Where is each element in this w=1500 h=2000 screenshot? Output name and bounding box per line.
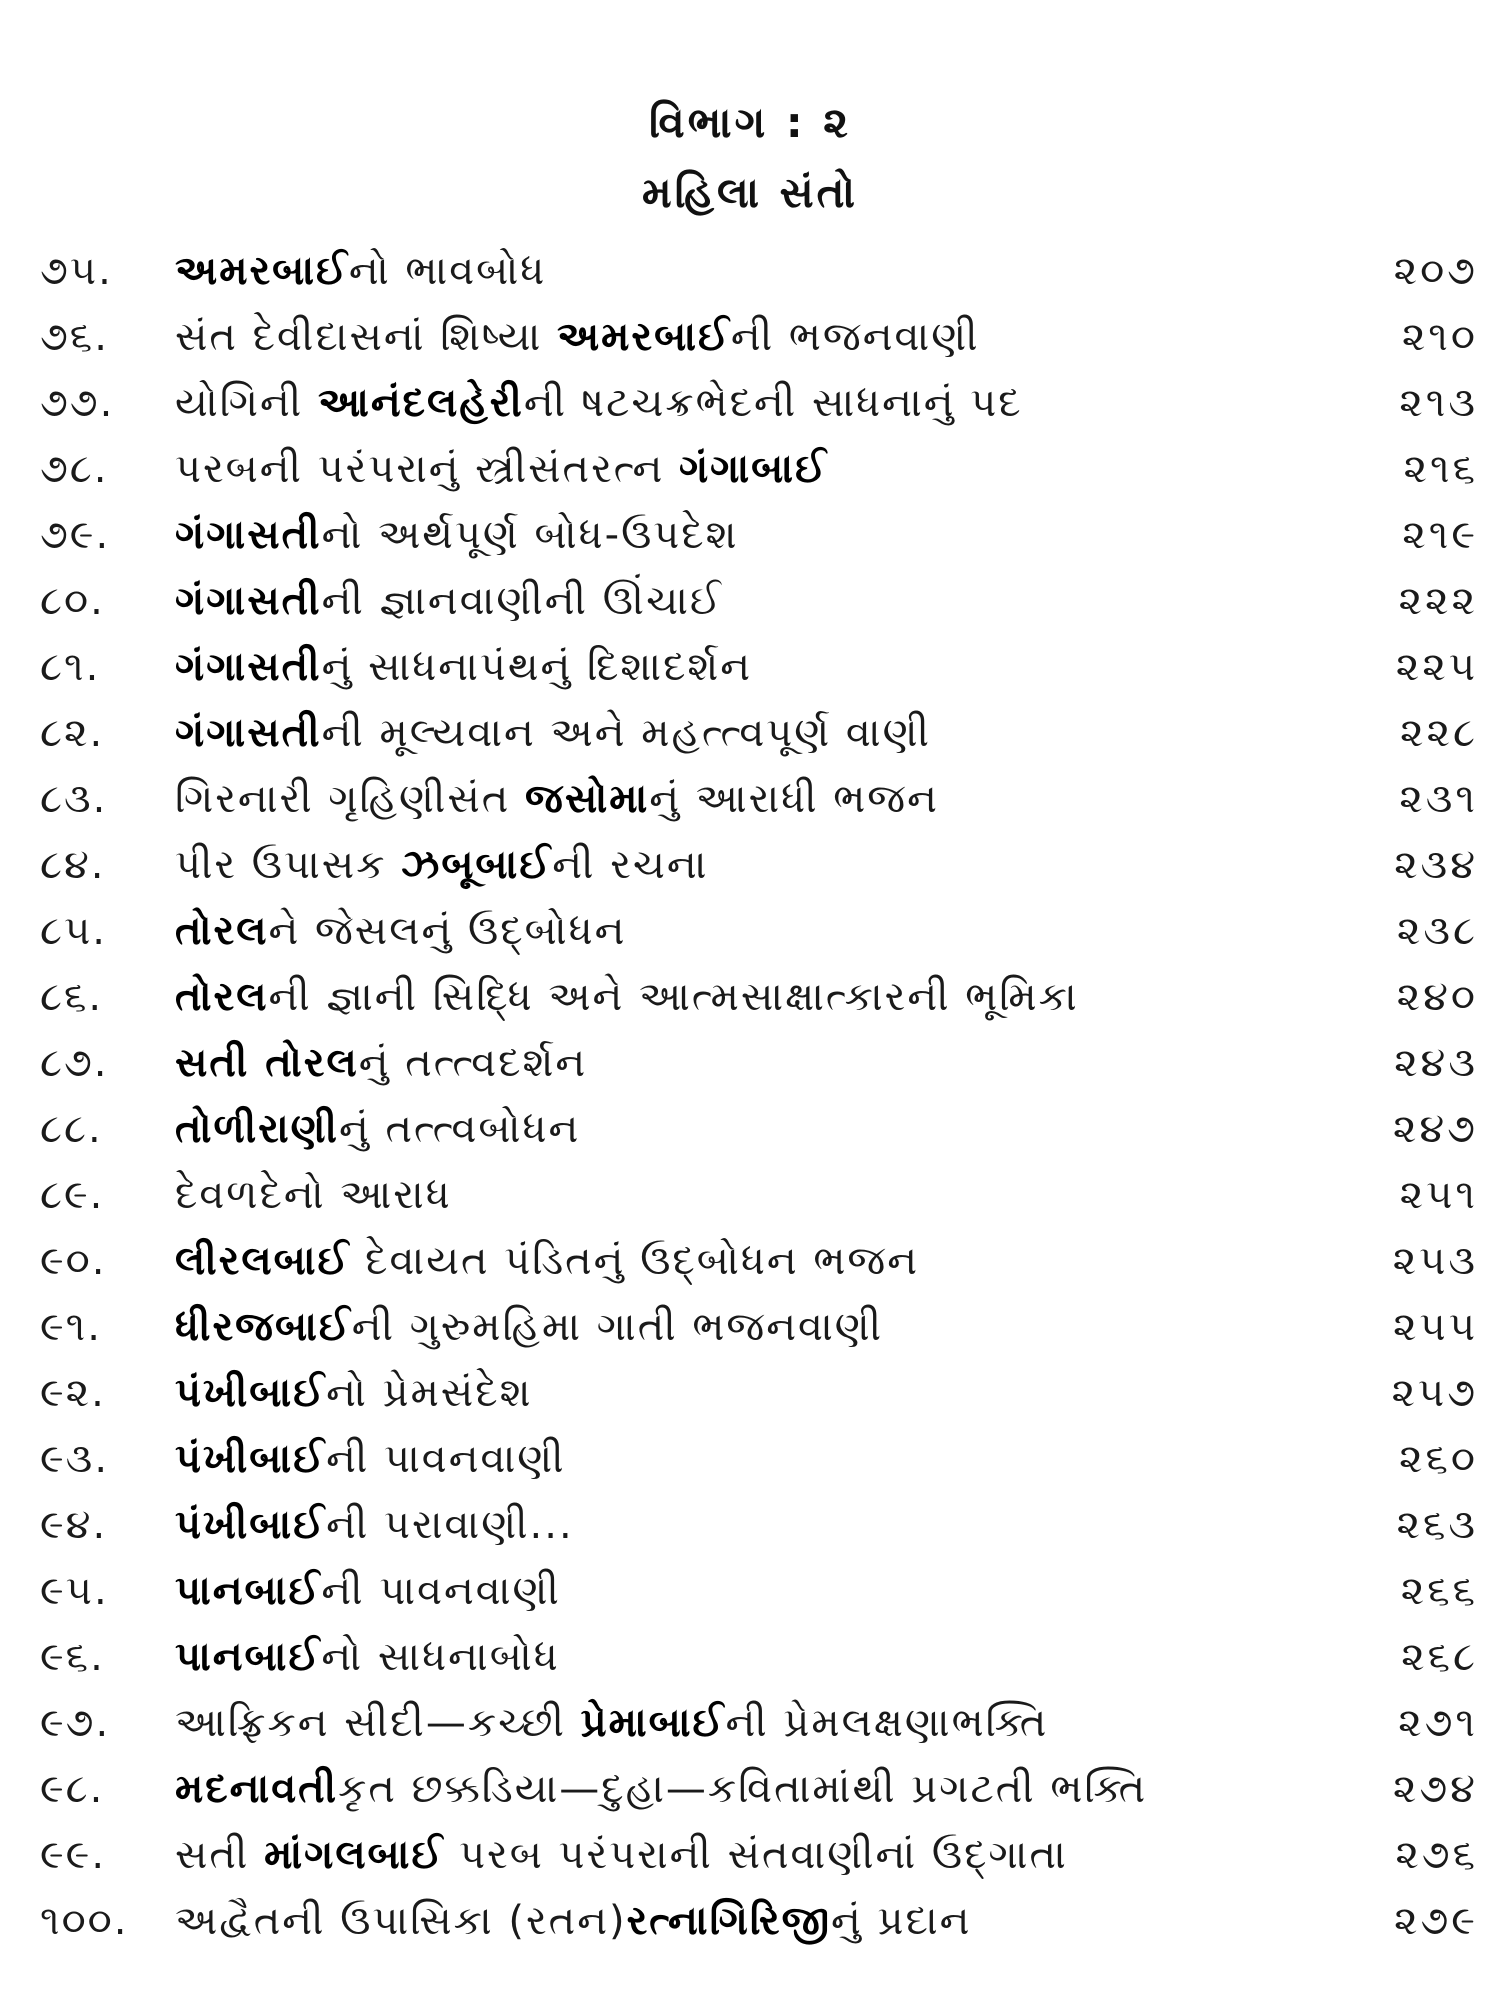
- entry-page-number: ૨૧૦: [1401, 314, 1478, 360]
- entry-page-number: ૨૫૧: [1399, 1172, 1478, 1218]
- entry-title-text: ની જ્ઞાની સિદ્ધિ અને આત્મસાક્ષાત્કારની ભૂમિકા: [268, 974, 1079, 1020]
- entry-title: [175, 1370, 532, 1416]
- entry-page-number: ૨૧૬: [1403, 446, 1478, 492]
- entry-title: [175, 842, 709, 888]
- entry-title-text: ની પાવનવાણી: [321, 1568, 561, 1614]
- entry-title-text: ની પરાવાણી...: [326, 1502, 574, 1548]
- entry-number: ૮૭.: [40, 1040, 109, 1086]
- toc-entry: [0, 842, 1500, 908]
- entry-title-text: ની ષટચક્રભેદની સાધનાનું પદ: [523, 380, 1023, 426]
- entry-title-text: નું તત્ત્વદર્શન: [358, 1040, 588, 1086]
- entry-page-number: ૨૩૪: [1394, 842, 1478, 888]
- entry-title-text: દેવળદેનો આરાધ: [175, 1172, 452, 1218]
- entry-title-bold: ગંગાબાઈ: [678, 446, 828, 492]
- entry-title-text: ગિરનારી ગૃહિણીસંત: [175, 776, 525, 822]
- entry-title-bold: તોળીરાણી: [175, 1106, 339, 1152]
- entry-title-text: નું પ્રદાન: [831, 1898, 972, 1944]
- entry-page-number: ૨૫૩: [1392, 1238, 1478, 1284]
- entry-title-text: કૃત છક્કડિયા—દુહા—કવિતામાંથી પ્રગટતી ભક્તિ: [338, 1766, 1148, 1812]
- entry-title: [175, 1040, 587, 1086]
- entry-page-number: ૨૭૯: [1394, 1898, 1478, 1944]
- entry-title: [175, 1436, 566, 1482]
- entry-title-bold: ગંગાસતી: [175, 578, 322, 624]
- entry-title: [175, 380, 1023, 426]
- entry-page-number: ૨૩૧: [1399, 776, 1478, 822]
- toc-entry: [0, 974, 1500, 1040]
- entry-title-bold: આનંદલહેરી: [317, 380, 524, 426]
- entry-title-text: નો ભાવબોધ: [348, 248, 547, 294]
- entry-title: [175, 1502, 574, 1548]
- entry-title-text: પીર ઉપાસક: [175, 842, 402, 888]
- toc-entry: [0, 1172, 1500, 1238]
- entry-number: ૯૦.: [40, 1238, 107, 1284]
- entry-title: [175, 1238, 919, 1284]
- entry-page-number: ૨૪૦: [1396, 974, 1478, 1020]
- entry-title-bold: તોરલ: [175, 908, 269, 954]
- entry-title-text: નો પ્રેમસંદેશ: [326, 1370, 533, 1416]
- section-title: વિભાગ : ૨: [649, 98, 851, 147]
- entry-title: [175, 908, 626, 954]
- entry-title: [175, 314, 980, 360]
- entry-title: [175, 578, 723, 624]
- entry-title-bold: તોરલ: [175, 974, 269, 1020]
- entry-page-number: ૨૫૫: [1392, 1304, 1478, 1350]
- entry-number: ૮૫.: [40, 908, 107, 954]
- entry-title-text: પરબ પરંપરાની સંતવાણીનાં ઉદ્‌ગાતા: [444, 1832, 1068, 1878]
- entry-title-bold: પાનબાઈ: [175, 1634, 322, 1680]
- entry-title-text: ને જેસલનું ઉદ્‌બોધન: [268, 908, 627, 954]
- entry-title: [175, 446, 828, 492]
- entry-number: ૯૫.: [40, 1568, 109, 1614]
- entry-title-bold: જસોમા: [525, 776, 650, 822]
- entry-number: ૮૮.: [40, 1106, 103, 1152]
- toc-entry: [0, 1436, 1500, 1502]
- entry-page-number: ૨૨૮: [1400, 710, 1478, 756]
- entry-page-number: ૨૭૪: [1392, 1766, 1478, 1812]
- entry-title: [175, 512, 738, 558]
- entry-title-text: ની ગુરુમહિમા ગાતી ભજનવાણી: [351, 1304, 884, 1350]
- entry-page-number: ૨૨૫: [1395, 644, 1478, 690]
- entry-page-number: ૨૨૨: [1398, 578, 1478, 624]
- entry-number: ૯૧.: [40, 1304, 102, 1350]
- toc-entry: [0, 1766, 1500, 1832]
- entry-page-number: ૨૧૩: [1399, 380, 1478, 426]
- entry-title-text: નું આરાધી ભજન: [649, 776, 939, 822]
- toc-entry: [0, 1106, 1500, 1172]
- entry-title: [175, 644, 752, 690]
- entry-title: [175, 776, 939, 822]
- entry-title-bold: સતી તોરલ: [175, 1040, 359, 1086]
- entry-title-bold: રત્નાગિરિજી: [626, 1898, 832, 1944]
- toc-entry: [0, 1238, 1500, 1304]
- entry-title-bold: ગંગાસતી: [175, 710, 322, 756]
- entry-title-text: ની ભજનવાણી: [730, 314, 980, 360]
- entry-title-text: ની પાવનવાણી: [326, 1436, 566, 1482]
- entry-title-bold: પંખીબાઈ: [175, 1370, 327, 1416]
- entry-number: ૯૪.: [40, 1502, 108, 1548]
- toc-entry: [0, 380, 1500, 446]
- entry-page-number: ૨૩૮: [1396, 908, 1478, 954]
- entry-page-number: ૨૬૬: [1400, 1568, 1478, 1614]
- entry-number: ૭૫.: [40, 248, 113, 294]
- entry-title-bold: માંગલબાઈ: [264, 1832, 445, 1878]
- entry-title: [175, 1898, 971, 1944]
- toc-entry: [0, 1502, 1500, 1568]
- entry-title-bold: અમરબાઈ: [556, 314, 731, 360]
- entry-title-text: નું તત્ત્વબોધન: [338, 1106, 581, 1152]
- entry-title: [175, 248, 546, 294]
- toc-entry: [0, 710, 1500, 776]
- entry-title: [175, 1832, 1068, 1878]
- entry-title-bold: પંખીબાઈ: [175, 1436, 327, 1482]
- entry-number: ૧૦૦.: [40, 1898, 129, 1944]
- toc-entry: [0, 1304, 1500, 1370]
- entry-title: [175, 1766, 1147, 1812]
- toc-entry: [0, 1040, 1500, 1106]
- entry-title-bold: અમરબાઈ: [175, 248, 349, 294]
- entry-title-text: સતી: [175, 1832, 265, 1878]
- entry-number: ૯૩.: [40, 1436, 110, 1482]
- entry-page-number: ૨૧૯: [1402, 512, 1478, 558]
- entry-number: ૮૪.: [40, 842, 106, 888]
- toc-entry: [0, 1898, 1500, 1964]
- entry-title-text: સંત દેવીદાસનાં શિષ્યા: [175, 314, 557, 360]
- entry-title-text: પરબની પરંપરાનું સ્ત્રીસંતરત્ન: [175, 446, 679, 492]
- entry-title: [175, 1106, 580, 1152]
- entry-page-number: ૨૪૭: [1392, 1106, 1478, 1152]
- entry-title-bold: ઝબૂબાઈ: [401, 842, 553, 888]
- toc-entry: [0, 1568, 1500, 1634]
- entry-page-number: ૨૬૩: [1396, 1502, 1478, 1548]
- entry-title-bold: ગંગાસતી: [175, 644, 322, 690]
- entry-title: [175, 710, 931, 756]
- entry-number: ૭૯.: [40, 512, 111, 558]
- entry-number: ૯૭.: [40, 1700, 111, 1746]
- entry-number: ૭૭.: [40, 380, 115, 426]
- entry-title: [175, 1172, 452, 1218]
- entry-title-text: નો સાધનાબોધ: [321, 1634, 560, 1680]
- entry-number: ૮૧.: [40, 644, 101, 690]
- entry-number: ૮૦.: [40, 578, 105, 624]
- toc-entry: [0, 1370, 1500, 1436]
- entry-title-text: ની મૂલ્યવાન અને મહત્ત્વપૂર્ણ વાણી: [321, 710, 931, 756]
- entry-number: ૯૮.: [40, 1766, 105, 1812]
- toc-entry: [0, 512, 1500, 578]
- entry-number: ૭૬.: [40, 314, 109, 360]
- entry-title-text: ની જ્ઞાનવાણીની ઊંચાઈ: [321, 578, 723, 624]
- entry-page-number: ૨૬૦: [1399, 1436, 1478, 1482]
- entry-number: ૮૩.: [40, 776, 108, 822]
- entry-title: [175, 1568, 561, 1614]
- entry-page-number: ૨૭૬: [1395, 1832, 1478, 1878]
- entry-title: [175, 974, 1079, 1020]
- toc-entry: [0, 908, 1500, 974]
- toc-entry: [0, 446, 1500, 512]
- entry-number: ૮૨.: [40, 710, 105, 756]
- entry-title-text: ની રચના: [552, 842, 709, 888]
- entry-title-text: યોગિની: [175, 380, 318, 426]
- entry-number: ૯૨.: [40, 1370, 106, 1416]
- entry-title-bold: પાનબાઈ: [175, 1568, 322, 1614]
- entry-number: ૮૬.: [40, 974, 104, 1020]
- toc-entry: [0, 578, 1500, 644]
- entry-page-number: ૨૫૭: [1391, 1370, 1478, 1416]
- entry-title-bold: ધીરજબાઈ: [175, 1304, 352, 1350]
- entry-title-text: અદ્વૈતની ઉપાસિકા (રતન): [175, 1898, 627, 1944]
- entry-title-bold: લીરલબાઈ: [175, 1238, 351, 1284]
- toc-entry: [0, 248, 1500, 314]
- entry-title-text: દેવાયત પંડિતનું ઉદ્‌બોધન ભજન: [350, 1238, 920, 1284]
- entry-title-bold: પ્રેમાબાઈ: [580, 1700, 726, 1746]
- entry-number: ૭૮.: [40, 446, 109, 492]
- entry-page-number: ૨૬૮: [1401, 1634, 1478, 1680]
- toc-entry: [0, 1700, 1500, 1766]
- entry-title-text: આફ્રિકન સીદી—કચ્છી: [175, 1700, 581, 1746]
- toc-entry: [0, 1832, 1500, 1898]
- entry-title-text: નું સાધનાપંથનું દિશાદર્શન: [321, 644, 753, 690]
- entry-title-bold: પંખીબાઈ: [175, 1502, 327, 1548]
- entry-page-number: ૨૪૩: [1394, 1040, 1478, 1086]
- toc-entry: [0, 644, 1500, 710]
- section-subtitle: મહિલા સંતો: [641, 168, 859, 217]
- entry-title-bold: મદનાવતી: [175, 1766, 339, 1812]
- entry-title-text: નો અર્થપૂર્ણ બોધ-ઉપદેશ: [321, 512, 739, 558]
- toc-entry: [0, 1634, 1500, 1700]
- entry-title-bold: ગંગાસતી: [175, 512, 322, 558]
- entry-title: [175, 1700, 1048, 1746]
- entry-number: ૮૯.: [40, 1172, 105, 1218]
- entry-title: [175, 1304, 883, 1350]
- toc-entry: [0, 776, 1500, 842]
- entry-title-text: ની પ્રેમલક્ષણાભક્તિ: [725, 1700, 1049, 1746]
- toc-entry: [0, 314, 1500, 380]
- entry-page-number: ૨૭૧: [1398, 1700, 1478, 1746]
- entry-number: ૯૬.: [40, 1634, 105, 1680]
- entry-page-number: ૨૦૭: [1393, 248, 1478, 294]
- entry-number: ૯૯.: [40, 1832, 107, 1878]
- entry-title: [175, 1634, 560, 1680]
